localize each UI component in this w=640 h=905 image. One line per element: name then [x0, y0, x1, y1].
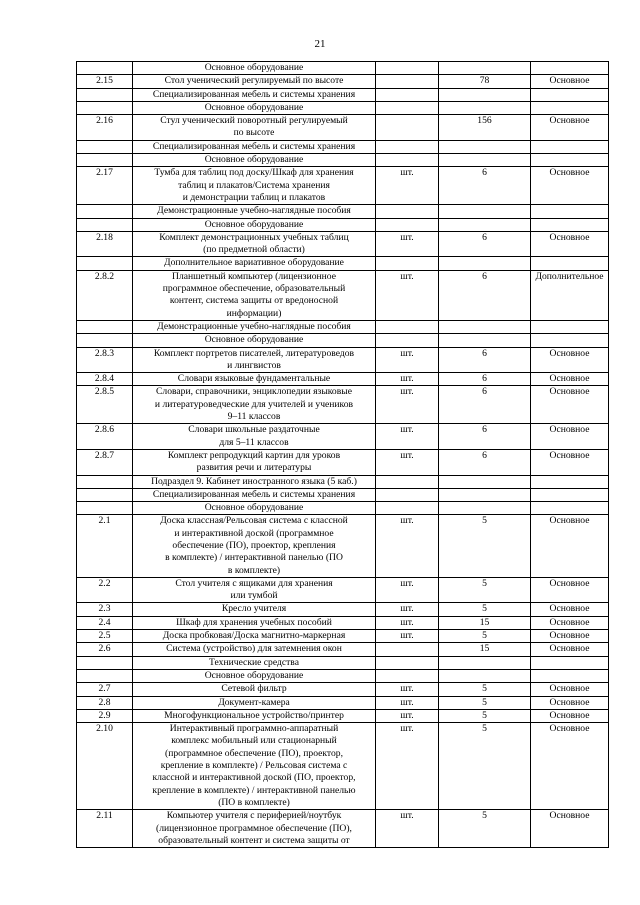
item-quantity: 5 [439, 709, 531, 722]
description-line: (по предметной области) [203, 244, 305, 256]
item-quantity: 6 [439, 270, 531, 320]
item-description [133, 683, 376, 696]
table-row [77, 386, 609, 424]
table-row [77, 115, 609, 141]
empty-cell [376, 257, 439, 270]
description-line: Многофункциональное устройство/принтер [164, 709, 344, 721]
item-quantity: 5 [439, 515, 531, 577]
empty-cell [77, 502, 133, 515]
empty-cell [376, 62, 439, 75]
item-category: Основное [531, 603, 609, 616]
description-line: в комплекте) [227, 564, 281, 576]
empty-cell [439, 656, 531, 669]
item-description [133, 709, 376, 722]
description-line: обеспечение (ПО), проектор, крепления [172, 539, 336, 551]
section-row [77, 656, 609, 669]
description-line: Комплект портретов писателей, литературоведов [153, 347, 355, 359]
equipment-table-body [77, 62, 609, 848]
item-category: Основное [531, 810, 609, 848]
section-title: Основное оборудование [133, 502, 376, 515]
item-quantity: 5 [439, 696, 531, 709]
item-number: 2.9 [77, 709, 133, 722]
section-title: Демонстрационные учебно-наглядные пособия [133, 205, 376, 218]
empty-cell [439, 475, 531, 488]
empty-cell [439, 205, 531, 218]
description-line: Сетевой фильтр [221, 683, 287, 695]
item-number: 2.5 [77, 630, 133, 643]
item-number: 2.10 [77, 723, 133, 810]
section-row [77, 257, 609, 270]
item-quantity: 6 [439, 347, 531, 373]
table-row [77, 347, 609, 373]
item-category: Основное [531, 75, 609, 88]
section-title: Основное оборудование [133, 101, 376, 114]
description-line: классной и интерактивной доской (ПО, проектор, [152, 772, 356, 784]
item-quantity: 78 [439, 75, 531, 88]
description-line: Комплект демонстрационных учебных таблиц [159, 231, 349, 243]
description-line: образовательный контент и система защиты от [158, 834, 350, 846]
item-description [133, 630, 376, 643]
description-line: Кресло учителя [221, 603, 287, 615]
description-line: (лицензионное программное обеспечение (ПО), [156, 822, 352, 834]
empty-cell [531, 257, 609, 270]
item-quantity: 5 [439, 630, 531, 643]
empty-cell [531, 334, 609, 347]
empty-cell [531, 101, 609, 114]
item-quantity: 6 [439, 386, 531, 424]
item-quantity: 6 [439, 449, 531, 475]
empty-cell [439, 502, 531, 515]
table-row [77, 603, 609, 616]
section-row [77, 488, 609, 501]
empty-cell [531, 475, 609, 488]
item-unit: шт. [376, 603, 439, 616]
description-line: Комплект репродукций картин для уроков [167, 449, 341, 461]
table-row [77, 630, 609, 643]
description-line: Словари языковые фундаментальные [177, 373, 331, 385]
item-number: 2.8.4 [77, 373, 133, 386]
item-number: 2.18 [77, 231, 133, 257]
empty-cell [376, 218, 439, 231]
item-category: Основное [531, 723, 609, 810]
section-row [77, 62, 609, 75]
description-line: для 5–11 классов [219, 436, 289, 448]
description-line: и демонстрации таблиц и плакатов [182, 191, 326, 203]
description-line: крепление в комплекте) / интерактивной панелью [152, 784, 356, 796]
table-row [77, 449, 609, 475]
item-category: Основное [531, 643, 609, 656]
item-number: 2.11 [77, 810, 133, 848]
empty-cell [439, 154, 531, 167]
equipment-table [76, 61, 609, 848]
section-row [77, 320, 609, 333]
section-row [77, 218, 609, 231]
empty-cell [376, 669, 439, 682]
section-row [77, 101, 609, 114]
table-row [77, 643, 609, 656]
empty-cell [376, 154, 439, 167]
item-number: 2.6 [77, 643, 133, 656]
item-quantity: 5 [439, 810, 531, 848]
description-line: Интерактивный программно-аппаратный [169, 723, 339, 735]
empty-cell [439, 88, 531, 101]
empty-cell [376, 475, 439, 488]
description-line: по высоте [233, 127, 275, 139]
section-title: Технические средства [133, 656, 376, 669]
table-row [77, 270, 609, 320]
description-line: Стол ученический регулируемый по высоте [164, 75, 344, 87]
empty-cell [439, 669, 531, 682]
empty-cell [439, 257, 531, 270]
table-row [77, 810, 609, 848]
section-title: Специализированная мебель и системы хранения [133, 140, 376, 153]
empty-cell [77, 475, 133, 488]
item-unit: шт. [376, 696, 439, 709]
empty-cell [439, 101, 531, 114]
item-category: Дополнительное [531, 270, 609, 320]
empty-cell [77, 320, 133, 333]
item-category: Основное [531, 577, 609, 603]
empty-cell [531, 656, 609, 669]
empty-cell [531, 320, 609, 333]
item-unit: шт. [376, 270, 439, 320]
page-number: 21 [314, 38, 326, 50]
description-line: Доска пробковая/Доска магнитно-маркерная [162, 630, 346, 642]
empty-cell [531, 218, 609, 231]
item-quantity: 15 [439, 643, 531, 656]
section-row [77, 475, 609, 488]
empty-cell [531, 488, 609, 501]
table-row [77, 577, 609, 603]
item-category: Основное [531, 616, 609, 629]
item-description [133, 347, 376, 373]
description-line: и интерактивной доской (программное [174, 527, 334, 539]
item-description [133, 696, 376, 709]
description-line: Компьютер учителя с периферией/ноутбук [166, 810, 342, 822]
description-line: Планшетный компьютер (лицензионное [172, 270, 336, 282]
description-line: Стол учителя с ящиками для хранения [175, 577, 333, 589]
item-number: 2.4 [77, 616, 133, 629]
item-description [133, 231, 376, 257]
item-unit: шт. [376, 386, 439, 424]
item-quantity: 156 [439, 115, 531, 141]
item-number: 2.7 [77, 683, 133, 696]
item-number: 2.3 [77, 603, 133, 616]
item-category: Основное [531, 709, 609, 722]
item-quantity: 6 [439, 231, 531, 257]
description-line: и лингвистов [227, 359, 281, 371]
item-unit: шт. [376, 167, 439, 205]
item-description [133, 373, 376, 386]
item-number: 2.16 [77, 115, 133, 141]
empty-cell [376, 502, 439, 515]
section-row [77, 154, 609, 167]
empty-cell [531, 502, 609, 515]
item-number: 2.2 [77, 577, 133, 603]
item-number: 2.8.7 [77, 449, 133, 475]
table-row [77, 373, 609, 386]
item-number: 2.1 [77, 515, 133, 577]
item-unit [376, 643, 439, 656]
item-unit [376, 75, 439, 88]
item-number: 2.8 [77, 696, 133, 709]
item-number: 2.8.3 [77, 347, 133, 373]
item-category: Основное [531, 115, 609, 141]
table-row [77, 683, 609, 696]
empty-cell [376, 656, 439, 669]
item-description [133, 810, 376, 848]
description-line: программное обеспечение, образовательный [162, 283, 346, 295]
section-title: Основное оборудование [133, 62, 376, 75]
item-description [133, 449, 376, 475]
item-description [133, 386, 376, 424]
empty-cell [376, 320, 439, 333]
item-number: 2.8.6 [77, 424, 133, 450]
item-unit: шт. [376, 810, 439, 848]
table-row [77, 709, 609, 722]
description-line: Шкаф для хранения учебных пособий [176, 616, 332, 628]
description-line: таблиц и плакатов/Система хранения [178, 179, 330, 191]
empty-cell [77, 62, 133, 75]
empty-cell [376, 140, 439, 153]
item-quantity: 15 [439, 616, 531, 629]
section-title: Специализированная мебель и системы хранения [133, 88, 376, 101]
empty-cell [77, 488, 133, 501]
table-row [77, 167, 609, 205]
section-title: Основное оборудование [133, 154, 376, 167]
item-quantity: 6 [439, 424, 531, 450]
section-title: Основное оборудование [133, 334, 376, 347]
empty-cell [376, 334, 439, 347]
empty-cell [77, 88, 133, 101]
item-unit: шт. [376, 683, 439, 696]
item-description [133, 643, 376, 656]
description-line: (программное обеспечение (ПО), проектор, [165, 747, 343, 759]
item-description [133, 167, 376, 205]
item-unit: шт. [376, 373, 439, 386]
item-description [133, 577, 376, 603]
item-quantity: 6 [439, 373, 531, 386]
empty-cell [531, 669, 609, 682]
table-row [77, 515, 609, 577]
description-line: информации) [226, 307, 282, 319]
description-line: контент, система защиты от вредоносной [169, 295, 339, 307]
section-title: Основное оборудование [133, 218, 376, 231]
section-title: Демонстрационные учебно-наглядные пособия [133, 320, 376, 333]
empty-cell [439, 140, 531, 153]
description-line: развития речи и литературы [196, 462, 312, 474]
empty-cell [376, 101, 439, 114]
item-category: Основное [531, 373, 609, 386]
empty-cell [439, 218, 531, 231]
empty-cell [77, 656, 133, 669]
item-unit: шт. [376, 709, 439, 722]
description-line: Словари, справочники, энциклопедии языковые [156, 386, 352, 398]
item-unit: шт. [376, 449, 439, 475]
empty-cell [376, 205, 439, 218]
empty-cell [531, 154, 609, 167]
description-line: Документ-камера [218, 696, 290, 708]
empty-cell [531, 205, 609, 218]
empty-cell [439, 334, 531, 347]
description-line: Доска классная/Рельсовая система с классной [160, 515, 348, 527]
item-description [133, 723, 376, 810]
item-description [133, 515, 376, 577]
item-category: Основное [531, 630, 609, 643]
empty-cell [77, 205, 133, 218]
section-title: Подраздел 9. Кабинет иностранного языка (5 каб.) [133, 475, 376, 488]
description-line: (ПО в комплекте) [218, 796, 290, 808]
section-row [77, 334, 609, 347]
description-line: Система (устройство) для затемнения окон [166, 643, 342, 655]
empty-cell [77, 334, 133, 347]
empty-cell [77, 140, 133, 153]
item-description [133, 424, 376, 450]
description-line: и литературоведческие для учителей и учеников [154, 398, 354, 410]
table-row [77, 723, 609, 810]
item-description [133, 75, 376, 88]
description-line: Стул ученический поворотный регулируемый [160, 115, 348, 127]
section-row [77, 140, 609, 153]
item-number: 2.17 [77, 167, 133, 205]
item-unit: шт. [376, 347, 439, 373]
section-row [77, 502, 609, 515]
item-category: Основное [531, 515, 609, 577]
item-description [133, 115, 376, 141]
description-line: крепление в комплекте) / Рельсовая система с [160, 760, 348, 772]
empty-cell [77, 218, 133, 231]
item-category: Основное [531, 683, 609, 696]
section-title: Специализированная мебель и системы хранения [133, 488, 376, 501]
empty-cell [77, 257, 133, 270]
empty-cell [376, 88, 439, 101]
empty-cell [77, 101, 133, 114]
item-category: Основное [531, 449, 609, 475]
description-line: 9–11 классов [227, 411, 281, 423]
section-row [77, 205, 609, 218]
item-unit: шт. [376, 577, 439, 603]
item-quantity: 5 [439, 603, 531, 616]
empty-cell [439, 62, 531, 75]
item-category: Основное [531, 167, 609, 205]
item-unit: шт. [376, 231, 439, 257]
table-row [77, 75, 609, 88]
empty-cell [531, 62, 609, 75]
section-row [77, 88, 609, 101]
item-unit: шт. [376, 616, 439, 629]
empty-cell [531, 88, 609, 101]
section-row [77, 669, 609, 682]
item-category: Основное [531, 424, 609, 450]
description-line: или тумбой [230, 590, 278, 602]
item-unit: шт. [376, 515, 439, 577]
item-description [133, 270, 376, 320]
table-row [77, 616, 609, 629]
item-quantity: 5 [439, 577, 531, 603]
item-quantity: 6 [439, 167, 531, 205]
item-quantity: 5 [439, 683, 531, 696]
item-number: 2.15 [77, 75, 133, 88]
description-line: в комплекте) / интерактивной панелью (ПО [165, 552, 343, 564]
empty-cell [531, 140, 609, 153]
description-line: Тумба для таблиц под доску/Шкаф для хранения [154, 167, 354, 179]
item-category: Основное [531, 386, 609, 424]
description-line: комплекс мобильный или стационарный [171, 735, 337, 747]
description-line: Словари школьные раздаточные [188, 424, 320, 436]
section-title: Основное оборудование [133, 669, 376, 682]
item-unit: шт. [376, 723, 439, 810]
empty-cell [439, 320, 531, 333]
item-unit: шт. [376, 424, 439, 450]
item-category: Основное [531, 696, 609, 709]
table-row [77, 696, 609, 709]
item-description [133, 616, 376, 629]
empty-cell [376, 488, 439, 501]
item-quantity: 5 [439, 723, 531, 810]
item-unit [376, 115, 439, 141]
empty-cell [77, 154, 133, 167]
table-row [77, 231, 609, 257]
empty-cell [439, 488, 531, 501]
item-category: Основное [531, 231, 609, 257]
item-description [133, 603, 376, 616]
table-row [77, 424, 609, 450]
empty-cell [77, 669, 133, 682]
item-unit: шт. [376, 630, 439, 643]
item-category: Основное [531, 347, 609, 373]
item-number: 2.8.2 [77, 270, 133, 320]
item-number: 2.8.5 [77, 386, 133, 424]
section-title: Дополнительное вариативное оборудование [133, 257, 376, 270]
